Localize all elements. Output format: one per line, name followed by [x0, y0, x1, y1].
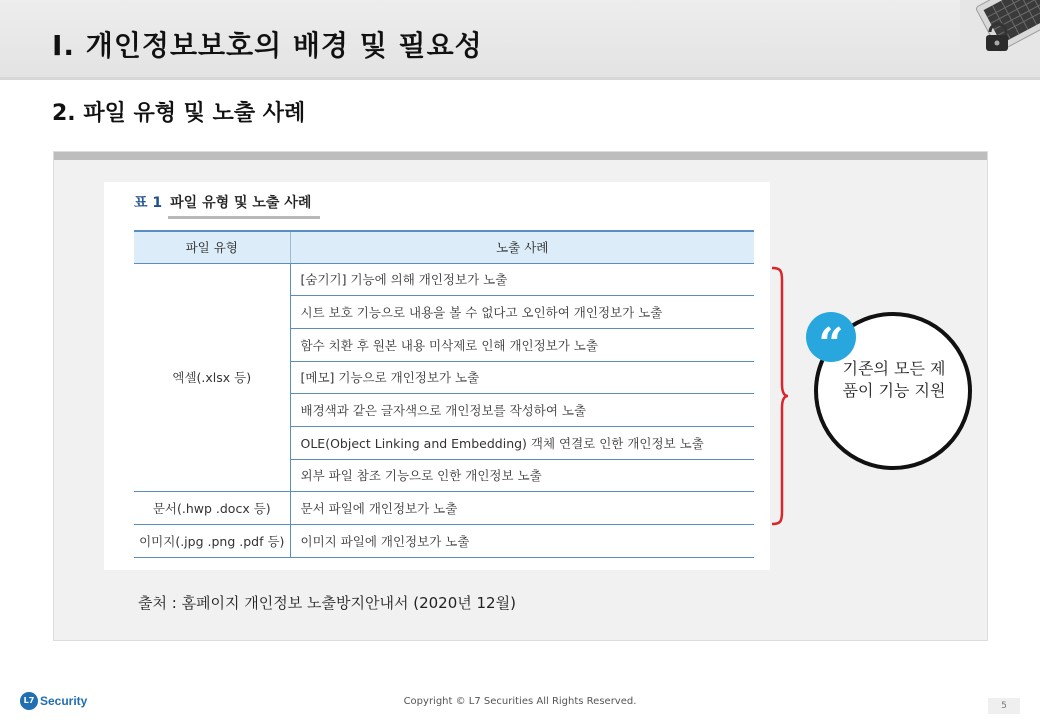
exposure-case-cell: 이미지 파일에 개인정보가 노출	[290, 525, 754, 558]
exposure-case-cell: 시트 보호 기능으로 내용을 볼 수 없다고 오인하여 개인정보가 노출	[290, 296, 754, 329]
exposure-table	[134, 230, 754, 558]
exposure-case-cell: 함수 치환 후 원본 내용 미삭제로 인해 개인정보가 노출	[290, 328, 754, 361]
file-type-cell: 이미지(.jpg .png .pdf 등)	[134, 525, 290, 558]
column-header-exposure-case: 노출 사례	[290, 231, 754, 263]
callout-text: 기존의 모든 제품이 기능 지원	[842, 359, 946, 400]
exposure-case-cell: 배경색과 같은 글자색으로 개인정보를 작성하여 노출	[290, 394, 754, 427]
section-subtitle: 2. 파일 유형 및 노출 사례	[52, 101, 306, 126]
panel-topbar	[54, 152, 987, 160]
exposure-case-cell: [숨기기] 기능에 의해 개인정보가 노출	[290, 263, 754, 296]
table-figure	[104, 182, 770, 570]
figure-caption-text: 파일 유형 및 노출 사례	[170, 195, 312, 211]
slide-title: Ⅰ. 개인정보보호의 배경 및 필요성	[52, 29, 483, 62]
laptop-lock-photo	[960, 0, 1040, 58]
file-type-cell: 문서(.hwp .docx 등)	[134, 492, 290, 525]
l7-logo-icon: L7	[20, 692, 38, 710]
figure-number: 표 1	[134, 195, 163, 211]
caption-underline	[168, 216, 320, 219]
table-row	[134, 492, 754, 525]
figure-caption	[134, 192, 311, 212]
exposure-case-cell: [메모] 기능으로 개인정보가 노출	[290, 361, 754, 394]
exposure-case-cell: OLE(Object Linking and Embedding) 객체 연결로 인한 개인정보 노출	[290, 426, 754, 459]
page-number: 5	[988, 698, 1020, 714]
logo-wordmark: Security	[40, 694, 88, 708]
column-header-file-type: 파일 유형	[134, 231, 290, 263]
source-note: 출처 : 홈페이지 개인정보 노출방지안내서 (2020년 12월)	[138, 594, 516, 612]
table-header-row	[134, 231, 754, 263]
red-brace-icon	[770, 266, 790, 526]
copyright-text: Copyright © L7 Securities All Rights Reserved.	[403, 696, 637, 707]
exposure-case-cell: 외부 파일 참조 기능으로 인한 개인정보 노출	[290, 459, 754, 492]
table-row	[134, 263, 754, 296]
table-row	[134, 525, 754, 558]
file-type-cell: 엑셀(.xlsx 등)	[134, 263, 290, 492]
quote-icon: “	[806, 312, 856, 362]
exposure-case-cell: 문서 파일에 개인정보가 노출	[290, 492, 754, 525]
